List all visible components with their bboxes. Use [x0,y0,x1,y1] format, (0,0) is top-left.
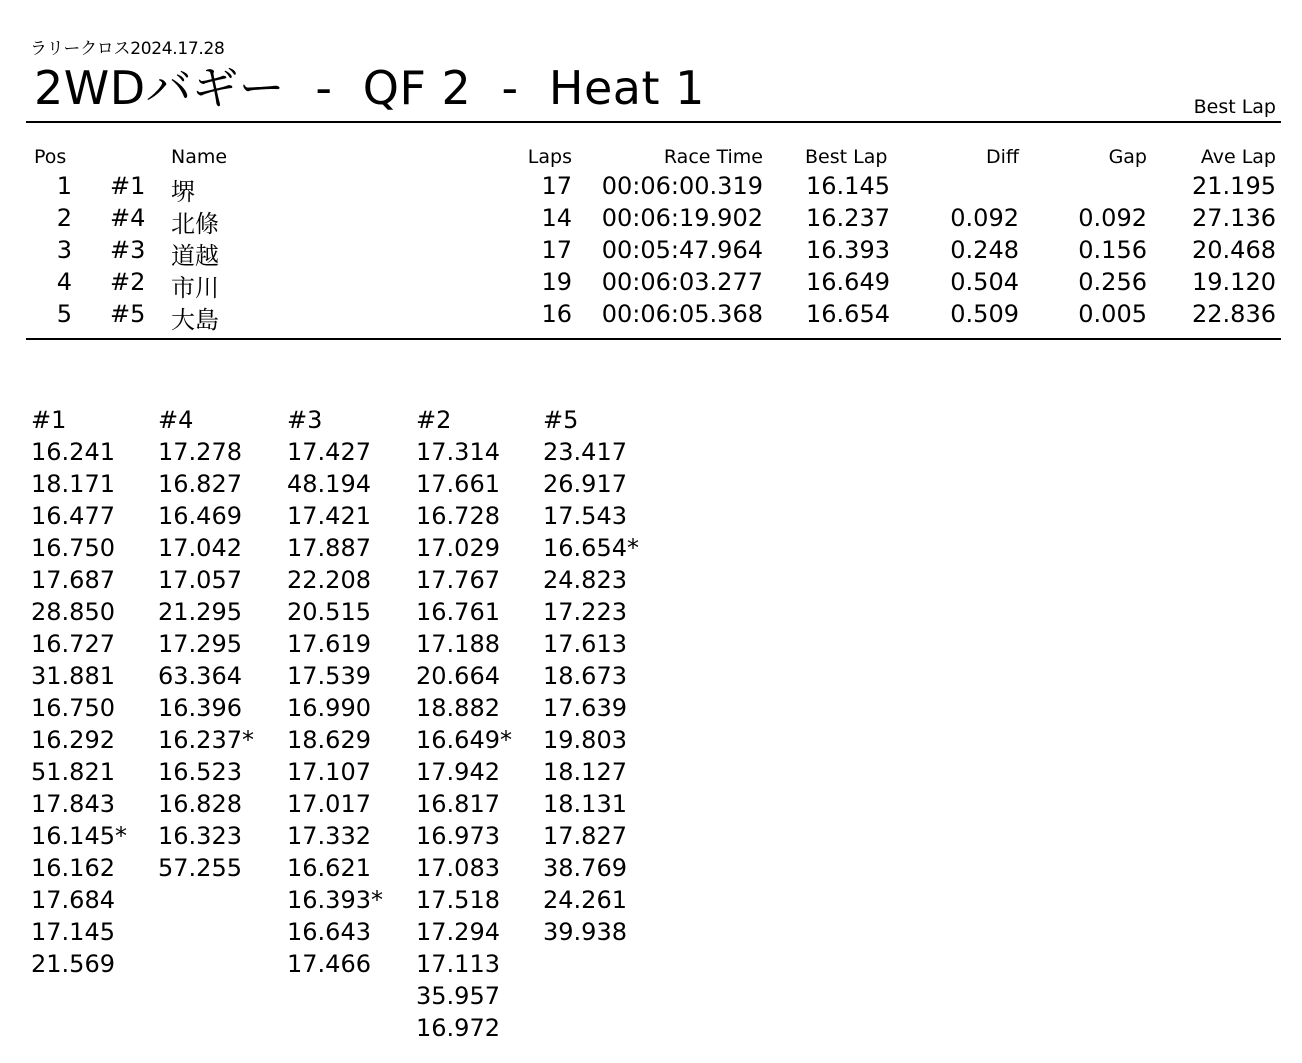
lap-time: 16.649* [416,726,512,754]
best-lap-cell: 16.145 [806,172,890,200]
laps-cell: 14 [541,204,572,232]
diff-cell: 0.504 [950,268,1019,296]
lap-time: 17.767 [416,566,500,594]
header-ave-lap: Ave Lap [1200,146,1276,168]
gap-cell: 0.092 [1078,204,1147,232]
table-row [0,204,1302,236]
best-lap-cell: 16.649 [806,268,890,296]
lap-time: 17.332 [287,822,371,850]
driver-name-cell: 道越 [171,242,219,270]
best-lap-cell: 16.393 [806,236,890,264]
lap-time: 17.619 [287,630,371,658]
table-row [0,268,1302,300]
driver-name-cell: 市川 [171,274,219,302]
lap-time: 16.750 [31,534,115,562]
gap-cell: 0.256 [1078,268,1147,296]
table-row [0,172,1302,204]
header-race-time: Race Time [663,146,763,168]
diff-cell: 0.092 [950,204,1019,232]
lap-time: 17.518 [416,886,500,914]
lap-time: 16.761 [416,598,500,626]
ave-lap-cell: 21.195 [1192,172,1276,200]
lap-column [416,404,512,1044]
lap-time: 35.957 [416,982,500,1010]
lap-time: 16.817 [416,790,500,818]
diff-cell: 0.248 [950,236,1019,264]
event-subtitle: ラリークロス2024.17.28 [30,39,225,59]
page-title: 2WDバギー - QF 2 - Heat 1 [34,61,705,115]
lap-time: 17.427 [287,438,371,466]
driver-name-cell: 北條 [171,210,219,238]
lap-column-header: #5 [543,406,579,434]
car-number-cell: #3 [110,236,146,264]
race-time-cell: 00:06:05.368 [601,300,763,328]
lap-time: 17.188 [416,630,500,658]
header-diff: Diff [986,146,1019,168]
lap-time: 16.827 [158,470,242,498]
lap-time: 18.171 [31,470,115,498]
lap-time: 17.887 [287,534,371,562]
lap-time: 21.569 [31,950,115,978]
lap-time: 16.477 [31,502,115,530]
lap-time: 17.661 [416,470,500,498]
lap-column [31,404,127,980]
lap-time: 17.057 [158,566,242,594]
lap-time: 16.973 [416,822,500,850]
lap-time: 16.750 [31,694,115,722]
lap-time: 17.843 [31,790,115,818]
lap-time: 16.393* [287,886,383,914]
header-name: Name [171,146,228,168]
lap-time: 48.194 [287,470,371,498]
lap-time: 16.728 [416,502,500,530]
lap-time: 18.131 [543,790,627,818]
lap-time: 17.687 [31,566,115,594]
lap-time: 17.827 [543,822,627,850]
lap-time: 17.421 [287,502,371,530]
lap-time: 16.396 [158,694,242,722]
header-gap: Gap [1108,146,1147,168]
best-lap-cell: 16.654 [806,300,890,328]
best-lap-cell: 16.237 [806,204,890,232]
laps-cell: 16 [541,300,572,328]
lap-time: 16.621 [287,854,371,882]
lap-column-header: #2 [416,406,452,434]
lap-column-header: #1 [31,406,67,434]
pos-cell: 2 [56,204,72,232]
lap-time: 17.543 [543,502,627,530]
lap-column [158,404,254,884]
lap-time: 16.972 [416,1014,500,1042]
lap-time: 17.539 [287,662,371,690]
race-time-cell: 00:06:19.902 [601,204,763,232]
ave-lap-cell: 19.120 [1192,268,1276,296]
lap-column-header: #4 [158,406,194,434]
lap-time: 57.255 [158,854,242,882]
lap-time: 16.162 [31,854,115,882]
table-row [0,300,1302,332]
table-row [0,236,1302,268]
lap-time: 16.523 [158,758,242,786]
race-time-cell: 00:06:00.319 [601,172,763,200]
lap-time: 16.323 [158,822,242,850]
lap-time: 18.673 [543,662,627,690]
lap-time: 17.223 [543,598,627,626]
lap-time: 16.292 [31,726,115,754]
lap-time: 16.828 [158,790,242,818]
gap-cell: 0.156 [1078,236,1147,264]
race-time-cell: 00:05:47.964 [601,236,763,264]
lap-time: 17.294 [416,918,500,946]
lap-time: 24.823 [543,566,627,594]
lap-time: 17.029 [416,534,500,562]
lap-time: 20.664 [416,662,500,690]
lap-time: 18.127 [543,758,627,786]
lap-time: 16.643 [287,918,371,946]
lap-time: 17.278 [158,438,242,466]
driver-name-cell: 堺 [171,178,195,206]
car-number-cell: #1 [110,172,146,200]
car-number-cell: #4 [110,204,146,232]
lap-time: 31.881 [31,662,115,690]
lap-time: 17.145 [31,918,115,946]
lap-time: 17.613 [543,630,627,658]
lap-column [287,404,383,980]
sort-label: Best Lap [1193,96,1276,118]
lap-time: 17.639 [543,694,627,722]
laps-cell: 19 [541,268,572,296]
pos-cell: 5 [56,300,72,328]
lap-time: 16.990 [287,694,371,722]
header-pos: Pos [34,146,67,168]
car-number-cell: #5 [110,300,146,328]
lap-time: 51.821 [31,758,115,786]
diff-cell: 0.509 [950,300,1019,328]
lap-time: 16.654* [543,534,639,562]
lap-time: 17.042 [158,534,242,562]
driver-name-cell: 大島 [171,306,219,334]
gap-cell: 0.005 [1078,300,1147,328]
lap-time: 21.295 [158,598,242,626]
lap-time: 17.113 [416,950,500,978]
lap-time: 19.803 [543,726,627,754]
lap-time: 17.466 [287,950,371,978]
lap-time: 17.295 [158,630,242,658]
lap-time: 16.237* [158,726,254,754]
header-laps: Laps [527,146,572,168]
top-divider [26,121,1281,123]
lap-time: 17.942 [416,758,500,786]
race-time-cell: 00:06:03.277 [601,268,763,296]
lap-time: 20.515 [287,598,371,626]
bottom-divider [26,338,1281,340]
pos-cell: 1 [56,172,72,200]
ave-lap-cell: 22.836 [1192,300,1276,328]
lap-time: 17.017 [287,790,371,818]
lap-column [543,404,639,948]
lap-time: 23.417 [543,438,627,466]
laps-cell: 17 [541,172,572,200]
lap-time: 22.208 [287,566,371,594]
ave-lap-cell: 27.136 [1192,204,1276,232]
lap-time: 63.364 [158,662,242,690]
lap-time: 16.241 [31,438,115,466]
lap-time: 16.727 [31,630,115,658]
lap-time: 16.145* [31,822,127,850]
lap-time: 17.314 [416,438,500,466]
lap-time: 18.882 [416,694,500,722]
lap-time: 17.083 [416,854,500,882]
pos-cell: 4 [56,268,72,296]
lap-time: 17.107 [287,758,371,786]
car-number-cell: #2 [110,268,146,296]
ave-lap-cell: 20.468 [1192,236,1276,264]
lap-time: 17.684 [31,886,115,914]
header-best-lap: Best Lap [805,146,888,168]
lap-time: 28.850 [31,598,115,626]
lap-time: 38.769 [543,854,627,882]
laps-cell: 17 [541,236,572,264]
lap-time: 24.261 [543,886,627,914]
pos-cell: 3 [56,236,72,264]
lap-column-header: #3 [287,406,323,434]
lap-time: 18.629 [287,726,371,754]
lap-time: 39.938 [543,918,627,946]
lap-time: 16.469 [158,502,242,530]
lap-time: 26.917 [543,470,627,498]
